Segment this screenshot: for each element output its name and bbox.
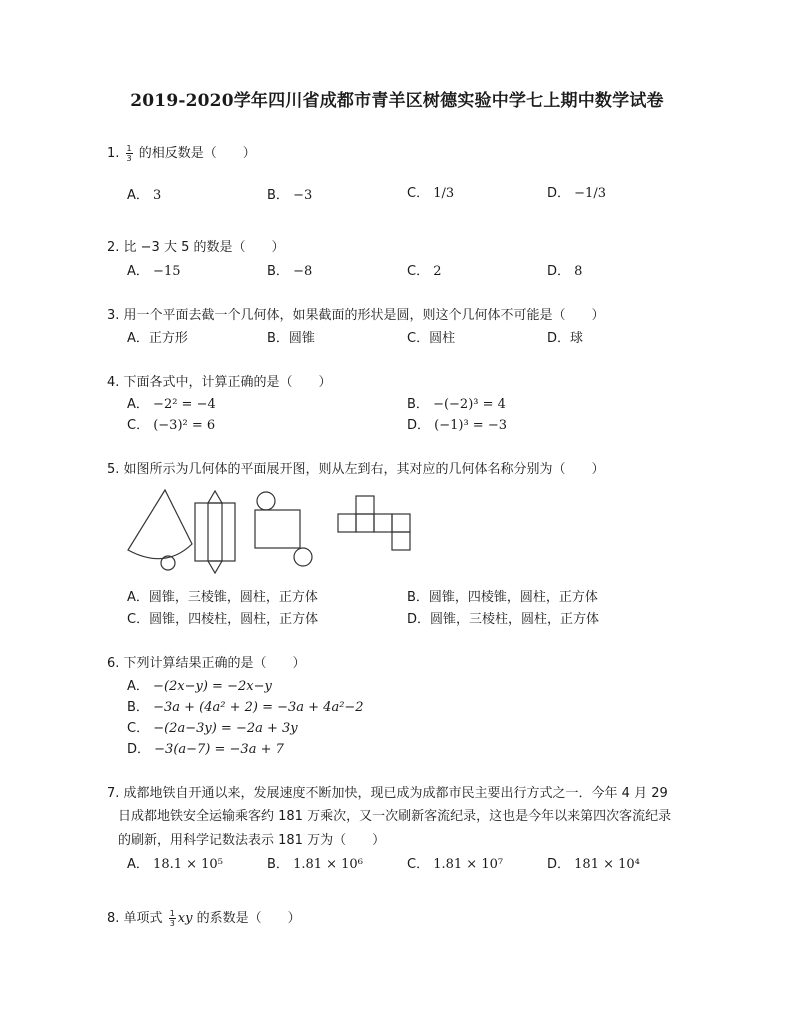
q5-option-b[interactable]: B．圆锥，四棱锥，圆柱，正方体 — [407, 590, 598, 605]
q7-option-b[interactable]: B． 1.81 × 10⁶ — [267, 857, 363, 872]
question-text: 的相反数是（ ） — [138, 146, 256, 161]
cube-face — [392, 532, 410, 550]
prism-top-triangle — [208, 491, 222, 503]
q1-option-b[interactable]: B． −3 — [267, 188, 313, 203]
q1-option-d[interactable]: D． −1/3 — [547, 186, 606, 201]
question-2: 2. 比 −3 大 5 的数是（ ） — [107, 240, 285, 255]
cylinder-rectangle — [255, 510, 300, 548]
page-title: 2019-2020学年四川省成都市青羊区树德实验中学七上期中数学试卷 — [130, 91, 664, 111]
fraction: $\frac{1}{3}$ — [169, 909, 175, 928]
cube-face — [338, 514, 356, 532]
question-number: 1. — [107, 146, 120, 161]
net-diagrams — [120, 488, 420, 578]
variable: xy — [177, 911, 193, 926]
q3-option-b[interactable]: B．圆锥 — [267, 331, 315, 346]
question-suffix: 的系数是（ ） — [196, 911, 301, 926]
question-8 — [107, 907, 301, 928]
q3-option-a[interactable]: A．正方形 — [127, 331, 188, 346]
q6-option-b[interactable]: B． −3a + (4a² + 2) = −3a + 4a²−2 — [127, 700, 364, 715]
cube-face — [356, 496, 374, 514]
cylinder-top-circle — [257, 492, 275, 510]
q2-option-a[interactable]: A． −15 — [127, 264, 181, 279]
q7-option-a[interactable]: A． 18.1 × 10⁵ — [127, 857, 223, 872]
q2-option-b[interactable]: B． −8 — [267, 264, 313, 279]
q3-option-d[interactable]: D．球 — [547, 331, 584, 346]
cylinder-bottom-circle — [294, 548, 312, 566]
cube-face — [356, 514, 374, 532]
question-7-line-1: 7. 成都地铁自开通以来，发展速度不断加快，现已成为成都市民主要出行方式之一．今年 4 月 29 — [107, 786, 668, 801]
q5-option-a[interactable]: A．圆锥，三棱锥，圆柱，正方体 — [127, 590, 318, 605]
q6-option-d[interactable]: D． −3(a−7) = −3a + 7 — [127, 742, 284, 757]
question-7-line-3: 的刷新，用科学记数法表示 181 万为（ ） — [118, 833, 386, 848]
q4-option-c[interactable]: C． (−3)² = 6 — [127, 418, 216, 433]
q7-option-d[interactable]: D． 181 × 10⁴ — [547, 857, 640, 872]
q1-option-a[interactable]: A． 3 — [127, 188, 162, 203]
question-3: 3. 用一个平面去截一个几何体，如果截面的形状是圆，则这个几何体不可能是（ ） — [107, 308, 605, 323]
q1-option-c[interactable]: C． 1/3 — [407, 186, 455, 201]
question-6: 6. 下列计算结果正确的是（ ） — [107, 656, 306, 671]
prism-rectangle — [195, 503, 235, 561]
question-1 — [107, 142, 256, 163]
q2-option-d[interactable]: D． 8 — [547, 264, 583, 279]
question-4: 4. 下面各式中，计算正确的是（ ） — [107, 375, 332, 390]
q4-option-b[interactable]: B． −(−2)³ = 4 — [407, 397, 506, 412]
q5-option-c[interactable]: C．圆锥，四棱柱，圆柱，正方体 — [127, 612, 319, 627]
fraction: $\frac{1}{3}$ — [126, 144, 132, 163]
prism-bottom-triangle — [208, 561, 222, 573]
question-5: 5. 如图所示为几何体的平面展开图，则从左到右，其对应的几何体名称分别为（ ） — [107, 462, 605, 477]
q4-option-d[interactable]: D． (−1)³ = −3 — [407, 418, 507, 433]
q6-option-a[interactable]: A． −(2x−y) = −2x−y — [127, 679, 272, 694]
cone-sector — [128, 490, 192, 559]
cube-face — [374, 514, 392, 532]
q6-option-c[interactable]: C． −(2a−3y) = −2a + 3y — [127, 721, 298, 736]
question-text: 8. 单项式 — [107, 911, 163, 926]
q7-option-c[interactable]: C． 1.81 × 10⁷ — [407, 857, 504, 872]
q2-option-c[interactable]: C． 2 — [407, 264, 442, 279]
q5-option-d[interactable]: D．圆锥，三棱柱，圆柱，正方体 — [407, 612, 600, 627]
cube-face — [392, 514, 410, 532]
q4-option-a[interactable]: A． −2² = −4 — [127, 397, 216, 412]
q3-option-c[interactable]: C．圆柱 — [407, 331, 456, 346]
question-7-line-2: 日成都地铁安全运输乘客约 181 万乘次，又一次刷新客流纪录，这也是今年以来第四次客流纪录 — [118, 809, 672, 824]
